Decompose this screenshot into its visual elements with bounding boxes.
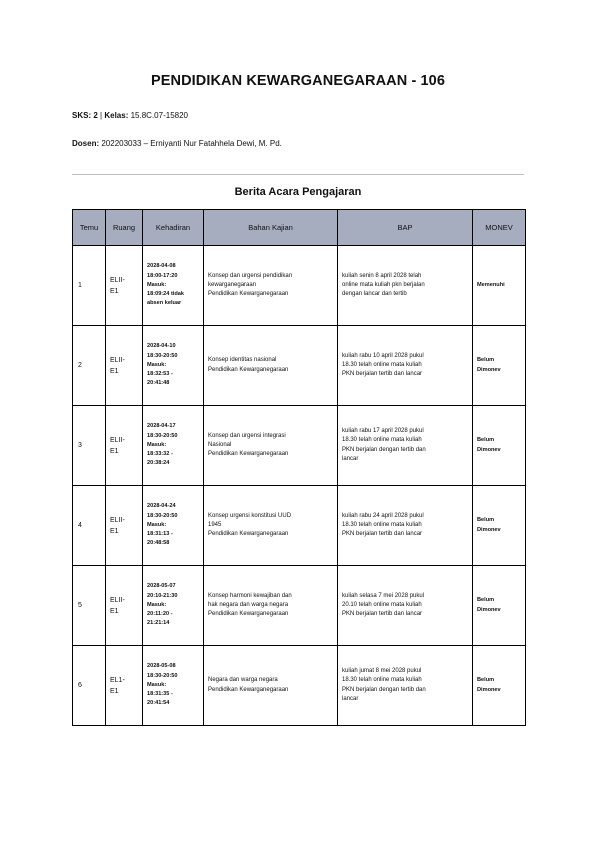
ruang-cell-line: ELII- (110, 436, 125, 444)
kehadiran-cell-line: 18:31:35 - (147, 691, 173, 698)
kehadiran-cell-line: Masuk: (147, 361, 167, 368)
bap-cell-line: 18.30 telah online mata kuliah (342, 437, 422, 444)
kehadiran-cell-line: 21:21:14 (147, 620, 170, 627)
kehadiran-cell (143, 406, 204, 486)
kehadiran-cell-line: 18:09:24 tidak (147, 291, 185, 298)
table-row (73, 566, 526, 646)
bap-cell-line: 18.30 telah online mata kuliah (342, 521, 422, 528)
column-header-monev: MONEV (473, 210, 526, 246)
ruang-cell-line: ELII- (110, 596, 125, 604)
separator: | (100, 111, 103, 120)
kehadiran-cell (143, 486, 204, 566)
divider (72, 174, 524, 175)
ruang-cell (106, 646, 143, 726)
bahan-kajian-cell (204, 566, 338, 646)
ruang-cell (106, 406, 143, 486)
kehadiran-cell-line: 2028-04-24 (147, 503, 176, 510)
table-row (73, 486, 526, 566)
bahan-kajian-cell (204, 486, 338, 566)
kehadiran-cell-line: absen keluar (147, 300, 182, 307)
bap-cell-line: PKN berjalan tertib dan lancar (342, 611, 423, 618)
monev-cell-line: Dimonev (477, 446, 501, 453)
monev-cell (473, 566, 526, 646)
bap-cell-line: PKN berjalan tertib dan lancar (342, 371, 423, 378)
sks-label: SKS: (72, 111, 92, 120)
bahan-kajian-cell (204, 646, 338, 726)
bap-cell-line: PKN berjalan dengan tertib dan (342, 686, 426, 693)
bahan-kajian-cell (204, 326, 338, 406)
temu-cell: 3 (73, 406, 106, 486)
bahan-kajian-cell-line: Konsep harmoni kewajiban dan (208, 592, 292, 599)
dosen-label: Dosen: (72, 139, 100, 148)
monev-cell-line: Belum (477, 357, 495, 364)
bahan-kajian-cell-line: Konsep urgensi konstitusi UUD (208, 512, 292, 519)
monev-cell (473, 486, 526, 566)
bahan-kajian-cell-line: Negara dan warga negara (208, 677, 278, 684)
bahan-kajian-cell-line: Konsep identitas nasional (208, 357, 277, 364)
kehadiran-cell-line: 2028-04-10 (147, 343, 176, 350)
bahan-kajian-cell-line: hak negara dan warga negara (208, 601, 289, 608)
bap-cell (338, 566, 473, 646)
table-row (73, 326, 526, 406)
kehadiran-cell-line: 20:38:24 (147, 460, 170, 467)
bap-cell-line: lancar (342, 695, 359, 702)
bahan-kajian-cell (204, 406, 338, 486)
kehadiran-cell (143, 246, 204, 326)
monev-cell-line: Dimonev (477, 606, 501, 613)
bap-cell-line: 18.30 telah online mata kuliah (342, 361, 422, 368)
bap-cell-line: kuliah senin 8 april 2028 telah (342, 272, 422, 279)
kelas-value: 15.8C.07-15820 (130, 111, 188, 120)
monev-cell (473, 326, 526, 406)
bap-cell (338, 246, 473, 326)
ruang-cell-line: E1 (110, 287, 119, 295)
column-header-kehadiran: Kehadiran (143, 210, 204, 246)
bap-cell-line: lancar (342, 455, 359, 462)
table-row (73, 646, 526, 726)
ruang-cell-line: E1 (110, 607, 119, 615)
ruang-cell-line: ELII- (110, 276, 125, 284)
temu-cell: 4 (73, 486, 106, 566)
kehadiran-cell-line: 2028-05-07 (147, 583, 176, 590)
kelas-label: Kelas: (104, 111, 129, 120)
bap-cell-line: 20.10 telah online mata kuliah (342, 601, 422, 608)
monev-cell-line: Belum (477, 437, 495, 444)
section-title: Berita Acara Pengajaran (234, 186, 362, 198)
bahan-kajian-cell-line: Nasional (208, 441, 232, 448)
bap-cell-line: dengan lancar dan tertib (342, 291, 407, 298)
kehadiran-cell (143, 646, 204, 726)
course-info-line (72, 111, 188, 120)
bahan-kajian-cell-line: 1945 (208, 521, 222, 528)
column-header-bahan-kajian: Bahan Kajian (204, 210, 338, 246)
kehadiran-cell-line: 18:30-20:50 (147, 512, 178, 519)
temu-cell: 1 (73, 246, 106, 326)
kehadiran-cell-line: 2028-04-08 (147, 263, 176, 270)
bahan-kajian-cell-line: Pendidikan Kewarganegaraan (208, 366, 289, 373)
table-row (73, 246, 526, 326)
kehadiran-cell-line: 20:41:48 (147, 380, 170, 387)
bahan-kajian-cell-line: Pendidikan Kewarganegaraan (208, 291, 289, 298)
dosen-value: 202203033 – Erniyanti Nur Fatahhela Dewi, M. Pd. (101, 139, 282, 148)
bap-cell-line: online mata kuliah pkn berjalan (342, 281, 425, 288)
kehadiran-cell-line: 20:11:20 - (147, 611, 173, 618)
kehadiran-cell-line: 18:31:13 - (147, 531, 173, 538)
monev-cell-line: Dimonev (477, 686, 501, 693)
ruang-cell-line: E1 (110, 687, 119, 695)
bap-cell (338, 406, 473, 486)
kehadiran-cell (143, 326, 204, 406)
monev-cell-line: Belum (477, 677, 495, 684)
bahan-kajian-cell-line: Pendidikan Kewarganegaraan (208, 531, 289, 538)
kehadiran-cell-line: Masuk: (147, 681, 167, 688)
ruang-cell-line: E1 (110, 527, 119, 535)
temu-cell: 2 (73, 326, 106, 406)
ruang-cell (106, 486, 143, 566)
bap-cell-line: 18.30 telah online mata kuliah (342, 677, 422, 684)
monev-cell-line: Memenuhi (477, 281, 505, 288)
kehadiran-cell-line: 2028-04-17 (147, 423, 176, 430)
ruang-cell-line: E1 (110, 367, 119, 375)
sks-value: 2 (93, 111, 98, 120)
kehadiran-cell-line: Masuk: (147, 281, 167, 288)
monev-cell (473, 246, 526, 326)
bahan-kajian-cell-line: Konsep dan urgensi pendidikan (208, 272, 293, 279)
kehadiran-cell-line: 20:48:58 (147, 540, 170, 547)
bap-cell-line: kuliah selasa 7 mei 2028 pukul (342, 592, 425, 599)
page-title: PENDIDIKAN KEWARGANEGARAAN - 106 (150, 73, 446, 89)
bap-cell-line: PKN berjalan tertib dan lancar (342, 531, 423, 538)
kehadiran-cell-line: 18:33:32 - (147, 451, 173, 458)
monev-cell-line: Dimonev (477, 526, 501, 533)
kehadiran-cell-line: 18:30-20:50 (147, 672, 178, 679)
temu-cell: 6 (73, 646, 106, 726)
table-header-row (73, 210, 526, 246)
kehadiran-cell-line: 20:10-21:30 (147, 592, 178, 599)
bahan-kajian-cell-line: Konsep dan urgensi integrasi (208, 432, 286, 439)
kehadiran-cell-line: Masuk: (147, 601, 167, 608)
ruang-cell (106, 326, 143, 406)
teaching-record-table (72, 209, 526, 726)
kehadiran-cell-line: Masuk: (147, 521, 167, 528)
bap-cell (338, 486, 473, 566)
bap-cell-line: PKN berjalan dengan tertib dan (342, 446, 426, 453)
bap-cell-line: kuliah jumat 8 mei 2028 pukul (342, 668, 422, 675)
bahan-kajian-cell-line: kewarganegaraan (208, 281, 257, 288)
table-body (73, 246, 526, 726)
bap-cell-line: kuliah rabu 10 april 2028 pukul (342, 352, 424, 359)
monev-cell (473, 646, 526, 726)
temu-cell: 5 (73, 566, 106, 646)
monev-cell-line: Belum (477, 597, 495, 604)
kehadiran-cell-line: 18:30-20:50 (147, 352, 178, 359)
kehadiran-cell-line: 18:00-17:20 (147, 272, 178, 279)
bahan-kajian-cell-line: Pendidikan Kewarganegaraan (208, 611, 289, 618)
kehadiran-cell-line: 20:41:54 (147, 700, 170, 707)
kehadiran-cell-line: 2028-05-08 (147, 663, 176, 670)
bahan-kajian-cell-line: Pendidikan Kewarganegaraan (208, 686, 289, 693)
monev-cell-line: Dimonev (477, 366, 501, 373)
ruang-cell-line: EL1- (110, 676, 125, 684)
kehadiran-cell-line: Masuk: (147, 441, 167, 448)
column-header-ruang: Ruang (106, 210, 143, 246)
ruang-cell (106, 246, 143, 326)
kehadiran-cell-line: 18:30-20:50 (147, 432, 178, 439)
table-row (73, 406, 526, 486)
ruang-cell-line: ELII- (110, 516, 125, 524)
bahan-kajian-cell (204, 246, 338, 326)
kehadiran-cell-line: 18:32:53 - (147, 371, 173, 378)
ruang-cell-line: E1 (110, 447, 119, 455)
column-header-temu: Temu (73, 210, 106, 246)
bap-cell (338, 646, 473, 726)
bahan-kajian-cell-line: Pendidikan Kewarganegaraan (208, 451, 289, 458)
ruang-cell-line: ELII- (110, 356, 125, 364)
kehadiran-cell (143, 566, 204, 646)
column-header-bap: BAP (338, 210, 473, 246)
bap-cell-line: kuliah rabu 24 april 2028 pukul (342, 512, 424, 519)
bap-cell (338, 326, 473, 406)
monev-cell (473, 406, 526, 486)
ruang-cell (106, 566, 143, 646)
monev-cell-line: Belum (477, 517, 495, 524)
lecturer-line (72, 139, 282, 148)
bap-cell-line: kuliah rabu 17 april 2028 pukul (342, 428, 424, 435)
